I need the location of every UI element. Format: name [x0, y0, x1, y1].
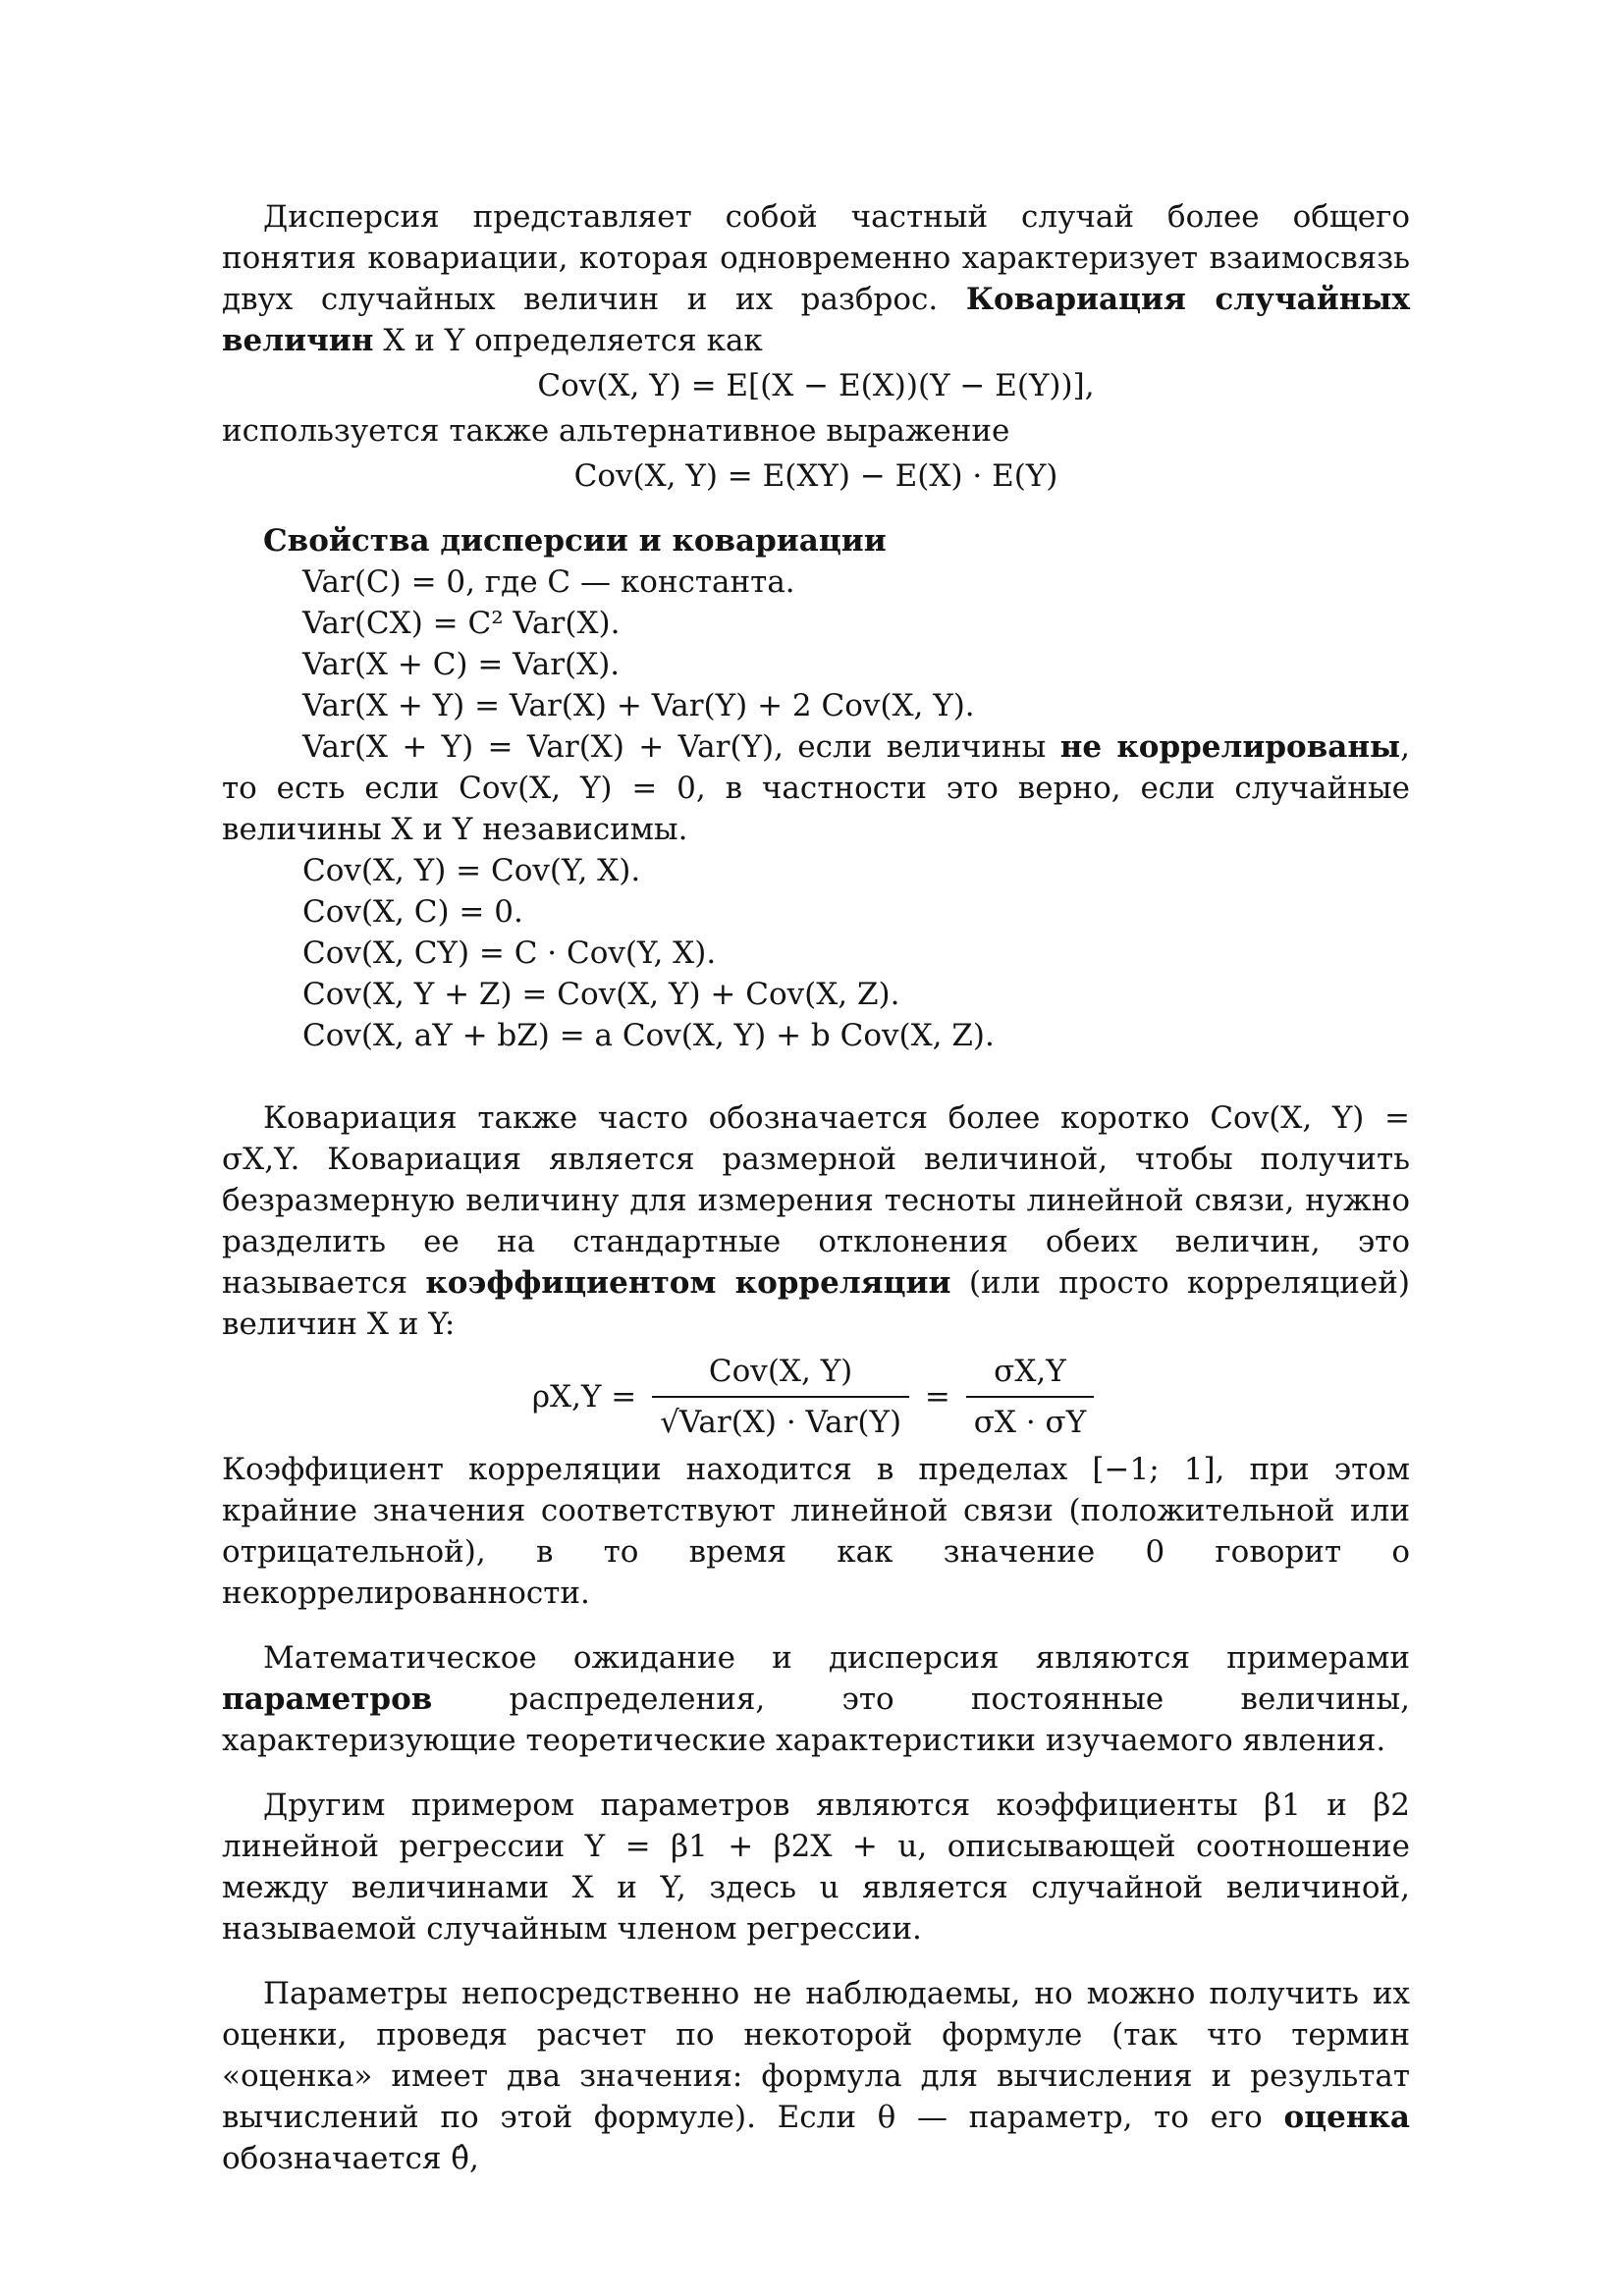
term-correlation-coefficient: коэффициентом корреляции: [425, 1265, 951, 1301]
fraction-numerator: Cov(X, Y): [708, 1354, 853, 1389]
properties-list-variance: [222, 561, 1410, 726]
fraction-covariance: [652, 1351, 909, 1443]
paragraph-estimates: Параметры непосредственно не наблюдаемы, но можно получить их оценки, проведя расчет по некоторой формуле (так что термин «оценка» имеет два значения: формула для вычисления и результат вычислений по этой формуле). Если θ — параметр, то его оценка обозначается θ̂,: [222, 1976, 1410, 2176]
property-item: Cov(X, C) = 0.: [302, 894, 523, 930]
section-heading-properties: Свойства дисперсии и ковариации: [263, 523, 887, 559]
fraction-denominator: √Var(X) · Var(Y): [652, 1396, 909, 1443]
paragraph-parameters: Математическое ожидание и дисперсия являются примерами параметров распределения, это постоянные величины, характеризующие теоретические характеристики изучаемого явления.: [222, 1640, 1410, 1758]
paragraph-correlation: Ковариация также часто обозначается более коротко Cov(X, Y) = σX,Y. Ковариация является размерной величиной, чтобы получить безразмерную величину для измерения тесноты линейной связи, нужно разделить ее на стандартные отклонения обеих величин, это называется коэффициентом корреляции (или просто корреляцией) величин X и Y:: [222, 1100, 1410, 1342]
equals-sign: =: [924, 1379, 950, 1415]
property-uncorrelated: Var(X + Y) = Var(X) + Var(Y), если величины не коррелированы, то есть если Cov(X, Y) = 0, в частности это верно, если случайные величины X и Y независимы.: [222, 729, 1410, 847]
properties-list-covariance: [222, 850, 1410, 1056]
fraction-denominator: σX · σY: [966, 1396, 1094, 1443]
paragraph-correlation-range: Коэффициент корреляции находится в пределах [−1; 1], при этом крайние значения соответствуют линейной связи (положительной или отрицательной), в то время как значение 0 говорит о некоррелированности.: [222, 1452, 1410, 1611]
property-item: Cov(X, Y) = Cov(Y, X).: [302, 853, 641, 888]
paragraph-regression: Другим примером параметров являются коэффициенты β1 и β2 линейной регрессии Y = β1 + β2X + u, описывающей соотношение между величинами X и Y, здесь u является случайной величиной, называемой случайным членом регрессии.: [222, 1788, 1410, 1947]
page-body: [222, 196, 1410, 2179]
term-parameters: параметров: [222, 1682, 433, 1717]
formula-covariance-alternative: Cov(X, Y) = E(XY) − E(X) · E(Y): [573, 458, 1058, 494]
formula-lhs: ρX,Y =: [531, 1379, 637, 1415]
property-item: Cov(X, CY) = C · Cov(Y, X).: [302, 935, 717, 971]
paragraph-covariance-intro: Дисперсия представляет собой частный случай более общего понятия ковариации, которая одновременно характеризует взаимосвязь двух случайных величин и их разброс. Ковариация случайных величин X и Y определяется как: [222, 199, 1410, 358]
term-estimate: оценка: [1283, 2100, 1410, 2135]
formula-correlation: [222, 1351, 1410, 1443]
fraction-numerator: σX,Y: [994, 1354, 1066, 1389]
property-item: Var(C) = 0, где C — константа.: [302, 564, 795, 600]
term-uncorrelated: не коррелированы: [1059, 729, 1401, 765]
formula-covariance-definition: Cov(X, Y) = E[(X − E(X))(Y − E(Y))],: [537, 368, 1095, 403]
fraction-sigma: [966, 1351, 1094, 1443]
property-item: Var(X + Y) = Var(X) + Var(Y) + 2 Cov(X, Y).: [302, 688, 975, 723]
property-item: Var(X + C) = Var(X).: [302, 647, 621, 682]
property-item: Cov(X, Y + Z) = Cov(X, Y) + Cov(X, Z).: [302, 977, 900, 1012]
property-item: Cov(X, aY + bZ) = a Cov(X, Y) + b Cov(X, Z).: [302, 1018, 995, 1053]
term-covariance: Ковариация случайных величин: [222, 282, 1410, 358]
paragraph-alternative: используется также альтернативное выражение: [222, 413, 1010, 449]
property-item: Var(CX) = C² Var(X).: [302, 606, 621, 641]
